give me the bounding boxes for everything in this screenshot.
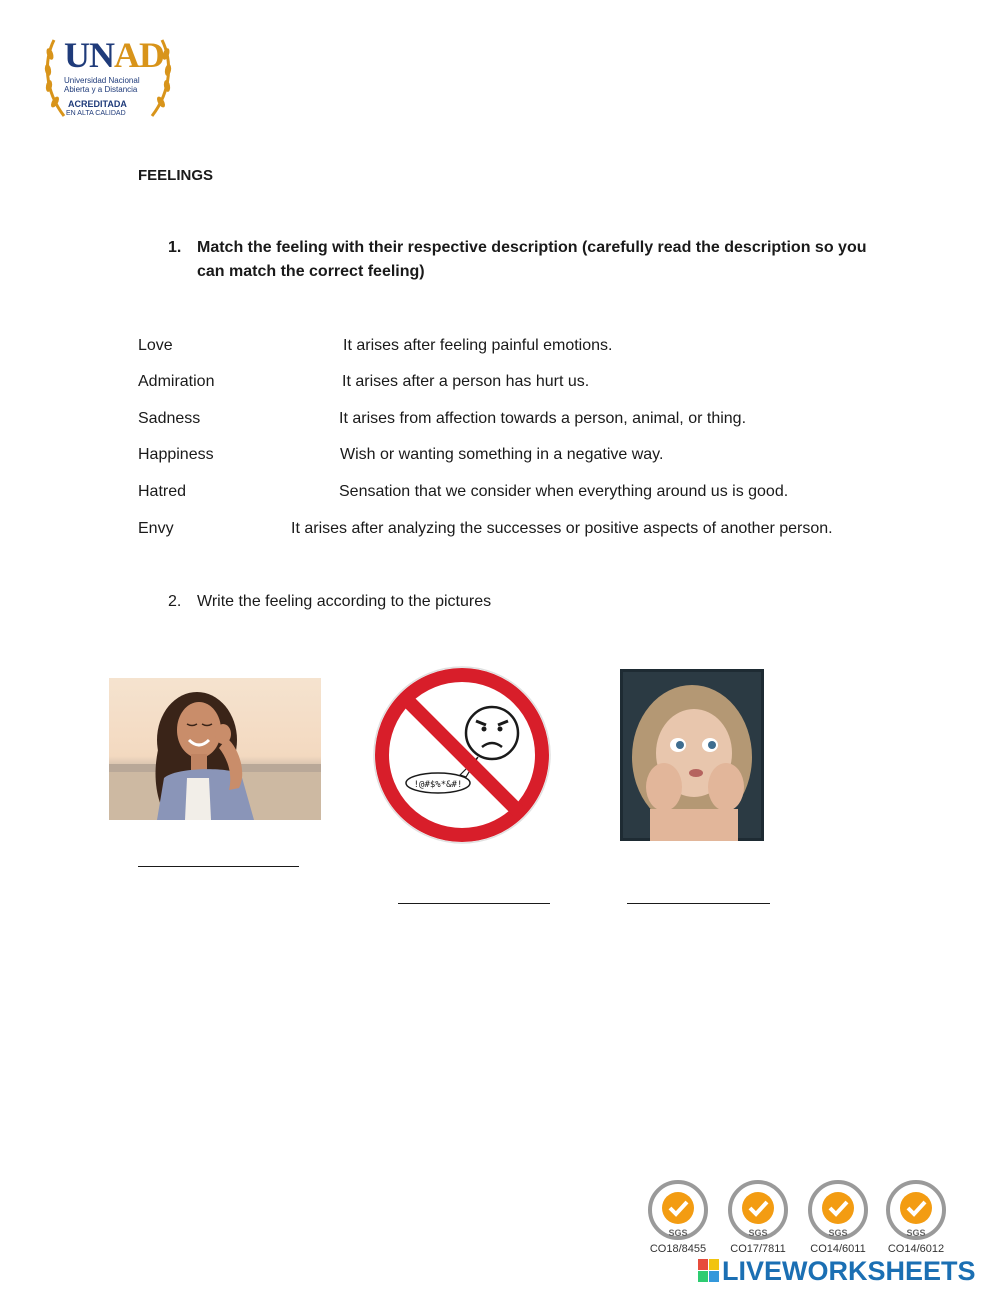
speech-bubble-text: !@#$%*&#! <box>413 780 463 790</box>
feeling-description[interactable]: It arises after analyzing the successes or positive aspects of another person. <box>291 520 833 537</box>
surprised-girl-image <box>620 669 764 841</box>
question-1-line2: can match the correct feeling) <box>197 263 425 280</box>
feeling-description[interactable]: Sensation that we consider when everything around us is good. <box>339 483 789 500</box>
sgs-badge <box>726 1180 790 1249</box>
feeling-description[interactable]: Wish or wanting something in a negative way. <box>340 446 664 463</box>
answer-blank-3[interactable] <box>627 903 770 904</box>
logo-accredited: ACREDITADA <box>68 99 127 109</box>
svg-text:SGS: SGS <box>906 1228 926 1238</box>
sgs-certificate-icon <box>726 1180 790 1244</box>
feeling-description[interactable]: It arises after feeling painful emotions. <box>343 337 613 354</box>
cert-code: CO17/7811 <box>730 1243 786 1255</box>
sgs-certificate-icon <box>884 1180 948 1244</box>
feeling-label[interactable]: Happiness <box>138 446 214 463</box>
cert-code: CO18/8455 <box>649 1243 707 1255</box>
cert-code: CO14/6011 <box>810 1243 866 1255</box>
sgs-badge <box>646 1180 710 1249</box>
answer-blank-2[interactable] <box>398 903 550 904</box>
liveworksheets-brand[interactable]: LIVEWORKSHEETS <box>722 1256 976 1286</box>
page-title: FEELINGS <box>138 167 214 184</box>
answer-blank-1[interactable] <box>138 866 299 867</box>
logo-quality: EN ALTA CALIDAD <box>66 110 126 117</box>
liveworksheets-logo-icon <box>698 1259 720 1283</box>
logo-university-name: Universidad Nacional Abierta y a Distancia <box>64 76 140 94</box>
sgs-certificate-icon <box>646 1180 710 1244</box>
surprised-girl-photo <box>620 669 764 841</box>
logo-letters: UNAD <box>64 35 164 75</box>
svg-text:SGS: SGS <box>668 1228 688 1238</box>
cert-code: CO14/6012 <box>887 1243 945 1255</box>
feeling-label[interactable]: Admiration <box>138 373 215 390</box>
no-swearing-sign-icon <box>368 665 556 845</box>
sgs-badge <box>884 1180 948 1249</box>
smiling-woman-beach-photo <box>109 678 321 820</box>
unad-logo <box>42 30 174 122</box>
no-swearing-sign <box>368 665 556 845</box>
feeling-label[interactable]: Sadness <box>138 410 201 427</box>
sgs-badge <box>806 1180 870 1249</box>
feeling-label[interactable]: Hatred <box>138 483 187 500</box>
question-2-number: 2. <box>168 593 182 610</box>
question-1-line1: Match the feeling with their respective description (carefully read the description so you <box>197 239 867 256</box>
sgs-certificate-icon <box>806 1180 870 1244</box>
question-1-number: 1. <box>168 239 182 256</box>
question-2-text: Write the feeling according to the pictures <box>197 593 492 610</box>
feeling-label[interactable]: Love <box>138 337 173 354</box>
svg-text:SGS: SGS <box>828 1228 848 1238</box>
smiling-woman-image <box>109 678 321 820</box>
feeling-description[interactable]: It arises from affection towards a person, animal, or thing. <box>339 410 747 427</box>
svg-text:SGS: SGS <box>748 1228 768 1238</box>
feeling-label[interactable]: Envy <box>138 520 174 537</box>
feeling-description[interactable]: It arises after a person has hurt us. <box>342 373 590 390</box>
